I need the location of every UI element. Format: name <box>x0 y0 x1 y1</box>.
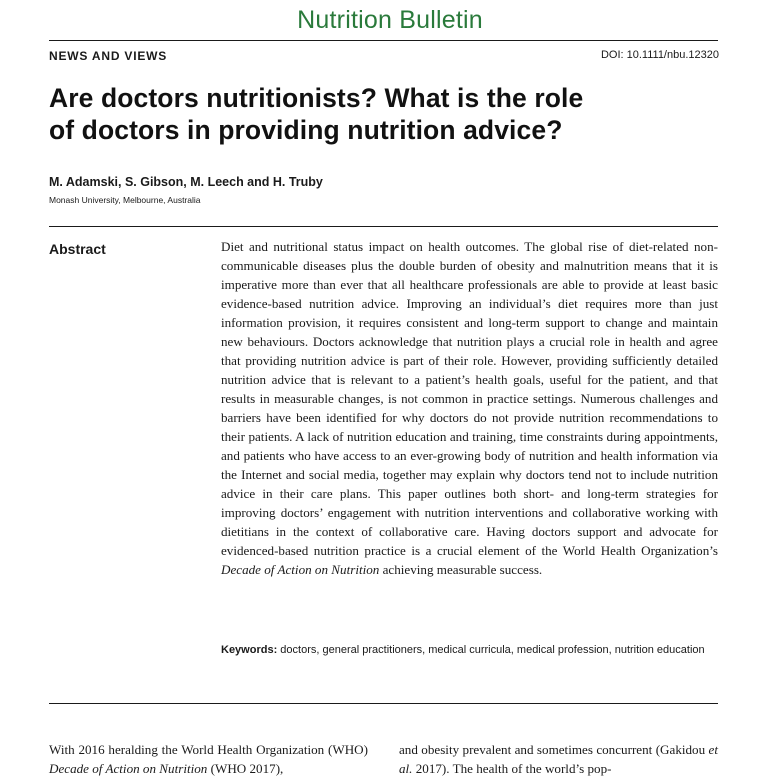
doi-label[interactable]: DOI: 10.1111/nbu.12320 <box>600 49 719 61</box>
body-column-left <box>49 740 368 778</box>
body-left-text-a: With 2016 heralding the World Health Organization (WHO) <box>49 742 368 757</box>
abstract-text-end: achieving measurable success. <box>379 562 543 577</box>
author-list: M. Adamski, S. Gibson, M. Leech and H. Truby <box>49 175 323 189</box>
keywords-list: doctors, general practitioners, medical curricula, medical profession, nutrition education <box>277 644 705 656</box>
body-column-right <box>399 740 718 778</box>
article-title <box>49 82 729 146</box>
body-left-text-b: (WHO 2017), <box>207 761 284 776</box>
journal-name-light: Bulletin <box>392 6 483 34</box>
abstract-heading: Abstract <box>49 241 106 257</box>
section-tag: NEWS AND VIEWS <box>49 49 168 63</box>
journal-name <box>0 6 780 35</box>
body-right-text-b: 2017). The health of the world’s pop- <box>412 761 612 776</box>
journal-name-bold: Nutrition <box>297 6 393 34</box>
abstract-text <box>221 237 718 579</box>
article-title-line-1: Are doctors nutritionists? What is the role <box>49 83 584 113</box>
abstract-bottom-rule <box>49 703 718 704</box>
abstract-text-italic: Decade of Action on Nutrition <box>221 562 380 577</box>
keywords-label: Keywords: <box>221 644 278 656</box>
body-left-italic: Decade of Action on Nutrition <box>49 761 208 776</box>
body-right-italic: et al. <box>399 742 718 776</box>
affiliation: Monash University, Melbourne, Australia <box>49 195 201 205</box>
header-rule <box>49 40 718 41</box>
article-title-line-2: of doctors in providing nutrition advice? <box>49 115 563 145</box>
body-right-text-a: and obesity prevalent and sometimes concurrent (Gakidou <box>399 742 709 757</box>
keywords <box>221 641 718 660</box>
abstract-top-rule <box>49 226 718 227</box>
abstract-text-main: Diet and nutritional status impact on health outcomes. The global rise of diet-related non-communicable diseases plus the double burden of obesity and malnutrition means that it is imperative more than ever that all healthcare professionals are able to provide at least basic evidence-based nutrition advice. Improving an individual’s diet requires more than just information provision, it requires consistent and long-term support to change and maintain new behaviours. Doctors acknowledge that nutrition plays a crucial role in health and agree that providing nutrition advice is part of their role. However, providing sufficiently detailed nutrition advice that is relevant to a patient’s health goals, useful for the patient, and that results in measurable changes, is not common in practice settings. Numerous challenges and barriers have been identified for why doctors do not provide nutrition recommendations to their patients. A lack of nutrition education and training, time constraints during appointments, and patients who have access to an ever-growing body of nutrition and health information via the Internet and social media, together may explain why doctors tend not to include nutrition advice in their care plans. This paper outlines both short- and long-term strategies for improving doctors’ engagement with nutrition interventions and collaborative working with dietitians in the context of collaborative care. Having doctors support and advocate for evidenced-based nutrition practice is a crucial element of the World Health Organization’s <box>221 239 718 558</box>
